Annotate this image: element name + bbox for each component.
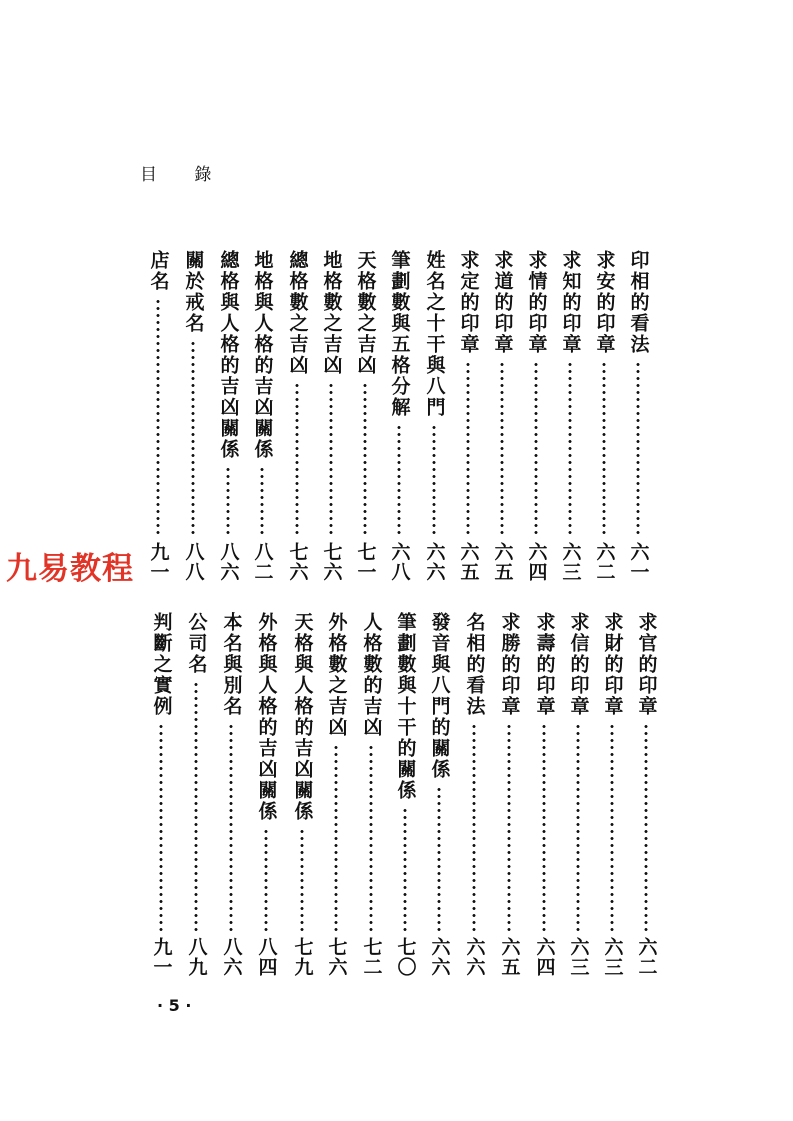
- dot-leader: [644, 723, 648, 933]
- toc-entry[interactable]: [554, 250, 586, 582]
- toc-entry-page: 六五: [498, 937, 521, 977]
- toc-entry[interactable]: [423, 612, 455, 977]
- toc-entry-title: 求安的印章: [593, 250, 616, 355]
- toc-entry-page: 六五: [491, 542, 514, 582]
- toc-entry[interactable]: [622, 250, 654, 582]
- toc-entry-page: 六二: [635, 937, 658, 977]
- toc-entry[interactable]: [562, 612, 594, 977]
- toc-entry[interactable]: [588, 250, 620, 582]
- page-number: · 5 ·: [157, 996, 192, 1015]
- dot-leader: [636, 361, 640, 538]
- toc-entry[interactable]: [250, 612, 282, 977]
- toc-entry[interactable]: [142, 250, 174, 582]
- dot-leader: [610, 723, 614, 933]
- toc-entry-title: 天格與人格的吉凶關係: [291, 612, 314, 822]
- toc-entry-title: 筆劃數與五格分解: [388, 250, 411, 418]
- dot-leader: [602, 361, 606, 538]
- dot-leader: [534, 361, 538, 538]
- toc-entry-title: 總格與人格的吉凶關係: [217, 250, 240, 460]
- toc-entry-title: 本名與別名: [220, 612, 243, 717]
- toc-entry-page: 七一: [354, 542, 377, 582]
- toc-entry-page: 六四: [533, 937, 556, 977]
- dot-leader: [500, 361, 504, 538]
- toc-entry[interactable]: [355, 612, 387, 977]
- toc-entry-title: 人格數的吉凶: [360, 612, 383, 738]
- toc-entry-page: 八六: [220, 937, 243, 977]
- toc-entry-page: 六三: [559, 542, 582, 582]
- toc-entry-title: 判斷之實例: [150, 612, 173, 717]
- toc-entry-title: 總格數之吉凶: [286, 250, 309, 376]
- toc-entry-page: 七六: [320, 542, 343, 582]
- toc-entry-title: 求官的印章: [635, 612, 658, 717]
- toc-entry-title: 筆劃數與十干的關係: [394, 612, 417, 801]
- toc-entry-page: 八九: [185, 937, 208, 977]
- toc-entry[interactable]: [177, 250, 209, 582]
- dot-leader: [156, 298, 160, 538]
- toc-entry-title: 求情的印章: [525, 250, 548, 355]
- toc-entry-page: 六六: [423, 542, 446, 582]
- toc-entry[interactable]: [246, 250, 278, 582]
- toc-entry-page: 六四: [525, 542, 548, 582]
- toc-entry-page: 九一: [150, 937, 173, 977]
- toc-entry[interactable]: [145, 612, 177, 977]
- dot-leader: [159, 723, 163, 933]
- toc-entry[interactable]: [528, 612, 560, 977]
- toc-entry-title: 求勝的印章: [498, 612, 521, 717]
- toc-entry[interactable]: [458, 612, 490, 977]
- toc-entry-title: 求壽的印章: [533, 612, 556, 717]
- dot-leader: [576, 723, 580, 933]
- toc-entry-page: 七〇: [394, 937, 417, 977]
- toc-entry[interactable]: [520, 250, 552, 582]
- toc-entry[interactable]: [180, 612, 212, 977]
- toc-entry-page: 七六: [325, 937, 348, 977]
- toc-entry-title: 外格與人格的吉凶關係: [255, 612, 278, 822]
- toc-entry-page: 八八: [182, 542, 205, 582]
- toc-entry-title: 店名: [147, 250, 170, 292]
- dot-leader: [264, 828, 268, 933]
- toc-entry[interactable]: [315, 250, 347, 582]
- toc-entry-page: 八六: [217, 542, 240, 582]
- toc-entry[interactable]: [215, 612, 247, 977]
- dot-leader: [397, 424, 401, 538]
- toc-entry-title: 天格數之吉凶: [354, 250, 377, 376]
- dot-leader: [229, 723, 233, 933]
- toc-entry-title: 名相的看法: [463, 612, 486, 717]
- toc-entry-page: 六六: [428, 937, 451, 977]
- toc-entry[interactable]: [349, 250, 381, 582]
- dot-leader: [194, 681, 198, 933]
- dot-leader: [507, 723, 511, 933]
- toc-entry-page: 六三: [601, 937, 624, 977]
- dot-leader: [334, 744, 338, 933]
- dot-leader: [466, 361, 470, 538]
- dot-leader: [437, 786, 441, 933]
- toc-entry-page: 七二: [360, 937, 383, 977]
- dot-leader: [329, 382, 333, 538]
- toc-entry-page: 八四: [255, 937, 278, 977]
- toc-entry-page: 六一: [627, 542, 650, 582]
- toc-entry-title: 姓名之十干與八門: [423, 250, 446, 418]
- dot-leader: [432, 424, 436, 538]
- toc-entry-page: 六五: [457, 542, 480, 582]
- watermark-logo: 九易教程: [6, 551, 134, 587]
- toc-entry-page: 九一: [147, 542, 170, 582]
- dot-leader: [295, 382, 299, 538]
- toc-entry[interactable]: [320, 612, 352, 977]
- toc-entry-title: 求信的印章: [567, 612, 590, 717]
- toc-entry[interactable]: [452, 250, 484, 582]
- toc-entry-page: 六三: [567, 937, 590, 977]
- toc-entry[interactable]: [418, 250, 450, 582]
- dot-leader: [403, 807, 407, 933]
- toc-entry-title: 求財的印章: [601, 612, 624, 717]
- toc-entry-title: 關於戒名: [182, 250, 205, 334]
- toc-entry[interactable]: [389, 612, 421, 977]
- dot-leader: [568, 361, 572, 538]
- toc-entry[interactable]: [493, 612, 525, 977]
- toc-entry-title: 公司名: [185, 612, 208, 675]
- toc-entry[interactable]: [212, 250, 244, 582]
- toc-entry-title: 求知的印章: [559, 250, 582, 355]
- dot-leader: [369, 744, 373, 933]
- dot-leader: [472, 723, 476, 933]
- toc-entry-page: 七九: [291, 937, 314, 977]
- dot-leader: [542, 723, 546, 933]
- toc-entry-page: 八二: [251, 542, 274, 582]
- toc-entry-page: 六二: [593, 542, 616, 582]
- dot-leader: [260, 466, 264, 538]
- toc-entry-page: 六六: [463, 937, 486, 977]
- dot-leader: [191, 340, 195, 538]
- toc-entry-title: 求道的印章: [491, 250, 514, 355]
- dot-leader: [226, 466, 230, 538]
- toc-entry-page: 六八: [388, 542, 411, 582]
- toc-entry-title: 印相的看法: [627, 250, 650, 355]
- dot-leader: [363, 382, 367, 538]
- toc-entry-page: 七六: [286, 542, 309, 582]
- toc-entry[interactable]: [383, 250, 415, 582]
- toc-entry-title: 地格數之吉凶: [320, 250, 343, 376]
- toc-entry[interactable]: [630, 612, 662, 977]
- toc-entry-title: 地格與人格的吉凶關係: [251, 250, 274, 460]
- toc-entry[interactable]: [596, 612, 628, 977]
- toc-entry[interactable]: [486, 250, 518, 582]
- toc-entry-title: 外格數之吉凶: [325, 612, 348, 738]
- toc-entry-title: 求定的印章: [457, 250, 480, 355]
- dot-leader: [300, 828, 304, 933]
- toc-header: 目 錄: [140, 165, 228, 185]
- toc-entry[interactable]: [286, 612, 318, 977]
- toc-entry[interactable]: [281, 250, 313, 582]
- toc-entry-title: 發音與八門的關係: [428, 612, 451, 780]
